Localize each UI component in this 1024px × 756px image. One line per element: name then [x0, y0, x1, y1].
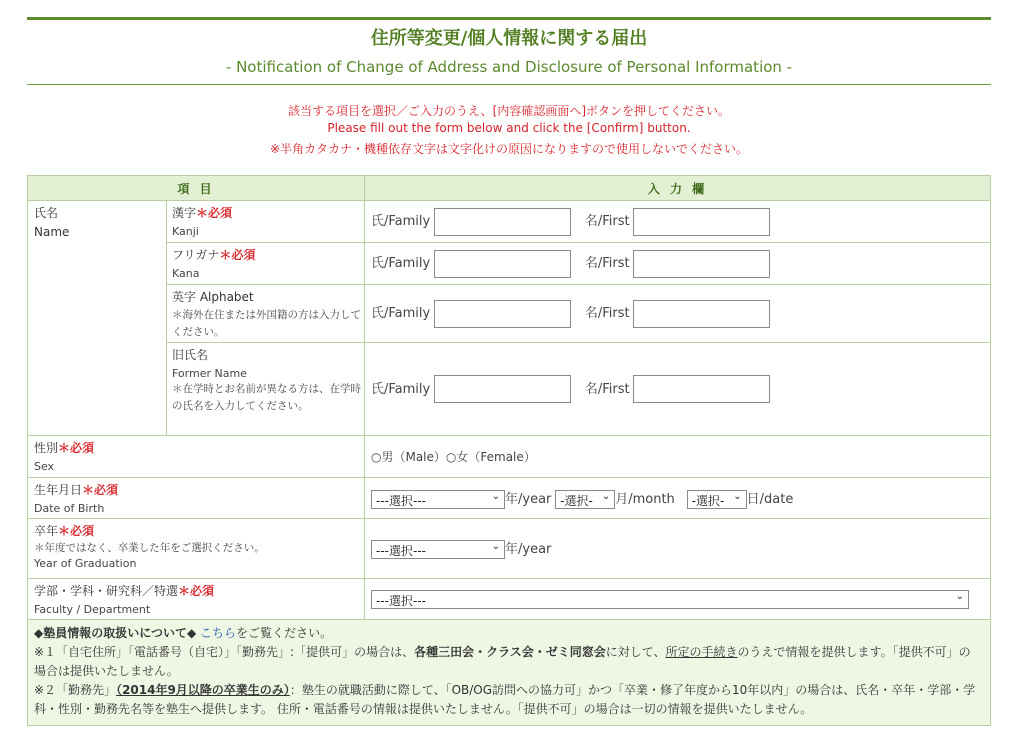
chevron-down-icon: ⌄: [601, 490, 611, 502]
required-mark: ＊必須: [58, 524, 95, 538]
kanji-label-cell: [167, 201, 365, 243]
first-label: 名/First: [584, 381, 630, 397]
page-subtitle: - Notification of Change of Address and Disclosure of Personal Information -: [225, 58, 793, 76]
year-label: 年/year: [505, 491, 552, 507]
charset-warning: ※半角カタカナ・機種依存文字は文字化けの原因になりますので使用しないでください。: [269, 142, 749, 156]
grad-input-cell: [365, 519, 991, 579]
kana-label-en: Kana: [172, 267, 200, 280]
kana-first-input[interactable]: [633, 250, 770, 278]
header-divider: [27, 84, 991, 85]
name-label-en: Name: [34, 225, 70, 239]
required-mark: ＊必須: [196, 206, 233, 220]
privacy-note-1: ※１「自宅住所」「電話番号（自宅）」「勤務先」:「提供可」の場合は、各種三田会・クラス会・ゼミ同窓会に対して、所定の手続きのうえで情報を提供します。「提供不可」の場合は提供いたしません。: [34, 645, 971, 678]
birth-day-value: -選択-: [691, 493, 725, 508]
alphabet-label-cell: [167, 285, 365, 343]
former-first-input[interactable]: [633, 375, 770, 403]
kanji-label: 漢字: [172, 206, 197, 220]
sex-label-cell: [28, 436, 365, 478]
kana-label-cell: [167, 243, 365, 285]
grad-label: 卒年: [34, 524, 59, 538]
chevron-down-icon: ⌄: [733, 490, 742, 502]
top-divider: [27, 17, 991, 20]
day-label: 日/date: [746, 491, 794, 507]
family-label: 氏/Family: [371, 214, 431, 229]
faculty-label: 学部・学科・研究科／特選: [34, 584, 179, 598]
kanji-input-cell: [365, 201, 991, 243]
instruction-en: Please fill out the form below and click the [Confirm] button.: [327, 121, 691, 135]
faculty-label-cell: [28, 579, 365, 620]
kanji-first-input[interactable]: [633, 208, 770, 236]
faculty-label-en: Faculty / Department: [34, 603, 151, 616]
former-family-input[interactable]: [434, 375, 571, 403]
instruction-jp: 該当する項目を選択／ご入力のうえ、[内容確認画面へ]ボタンを押してください。: [287, 104, 731, 118]
family-label: 氏/Family: [371, 256, 431, 271]
grad-year-select[interactable]: [371, 540, 505, 559]
former-name-input-cell: [365, 343, 991, 436]
birth-year-value: ---選択---: [376, 493, 426, 508]
kanji-family-input[interactable]: [434, 208, 571, 236]
column-header-input: 入 力 欄: [365, 176, 991, 201]
family-label: 氏/Family: [371, 381, 431, 397]
sex-label: 性別: [34, 441, 59, 455]
sex-female-radio[interactable]: ○女（Female）: [445, 450, 536, 464]
kana-input-cell: [365, 243, 991, 285]
birth-month-value: -選択-: [560, 493, 593, 508]
dob-label: 生年月日: [34, 483, 83, 497]
kana-family-input[interactable]: [434, 250, 571, 278]
birth-year-select[interactable]: [371, 490, 505, 509]
grad-label-cell: [28, 519, 365, 579]
grad-note: ＊年度ではなく、卒業した年をご選択ください。: [34, 542, 265, 554]
form-table: [27, 175, 991, 726]
alphabet-note: ＊海外在住または外国籍の方は入力してください。: [172, 309, 361, 338]
required-mark: ＊必須: [219, 248, 256, 262]
required-mark: ＊必須: [58, 441, 95, 455]
sex-male-radio[interactable]: ○男（Male）: [371, 450, 446, 464]
dob-label-en: Date of Birth: [34, 502, 105, 515]
faculty-value: ---選択---: [376, 593, 426, 608]
dob-label-cell: [28, 478, 365, 519]
former-name-label: 旧氏名: [172, 348, 209, 362]
first-label: 名/First: [584, 214, 630, 229]
former-name-label-cell: [167, 343, 365, 436]
chevron-down-icon: ⌄: [491, 541, 500, 552]
former-name-label-en: Former Name: [172, 367, 247, 380]
chevron-down-icon: ⌄: [955, 590, 964, 602]
kanji-label-en: Kanji: [172, 225, 199, 238]
month-label: 月/month: [615, 491, 675, 507]
kana-label: フリガナ: [172, 248, 220, 262]
faculty-select[interactable]: [371, 590, 969, 609]
column-header-item: 項 目: [28, 176, 365, 201]
alphabet-first-input[interactable]: [633, 300, 770, 328]
alphabet-family-input[interactable]: [434, 300, 571, 328]
privacy-heading: ◆塾員情報の取扱いについて◆: [34, 626, 197, 640]
chevron-down-icon: ⌄: [491, 490, 500, 502]
privacy-note-2: ※２「勤務先」（2014年9月以降の卒業生のみ）：塾生の就職活動に際して、「OB/OG訪問への協力可」かつ「卒業・修了年度から10年以内」の場合は、氏名・卒年・学部・学科・性別・勤務先名等を塾生へ提供します。 住所・電話番号の情報は提供いたしません。「提供不可」の場合は一切の情報を提供いたしません。: [34, 683, 976, 716]
required-mark: ＊必須: [82, 483, 119, 497]
grad-year-value: ---選択---: [376, 544, 426, 558]
birth-day-select[interactable]: [687, 490, 747, 509]
privacy-info-cell: [28, 620, 991, 726]
dob-input-cell: [365, 478, 991, 519]
privacy-link[interactable]: こちら: [200, 626, 237, 640]
sex-input-cell: [365, 436, 991, 478]
name-label-cell: [28, 201, 167, 436]
birth-month-select[interactable]: [555, 490, 615, 509]
alphabet-label: 英字 Alphabet: [172, 290, 254, 304]
page-title: 住所等変更/個人情報に関する届出: [370, 28, 648, 49]
first-label: 名/First: [584, 306, 630, 321]
former-name-note: ＊在学時とお名前が異なる方は、在学時の氏名を入力してください。: [172, 383, 361, 412]
name-label-jp: 氏名: [34, 206, 59, 220]
required-mark: ＊必須: [178, 584, 215, 598]
privacy-link-suffix: をご覧ください。: [236, 626, 333, 640]
faculty-input-cell: [365, 579, 991, 620]
sex-label-en: Sex: [34, 460, 55, 473]
family-label: 氏/Family: [371, 306, 431, 321]
grad-year-label: 年/year: [505, 542, 552, 557]
grad-label-en: Year of Graduation: [34, 557, 137, 570]
alphabet-input-cell: [365, 285, 991, 343]
first-label: 名/First: [584, 256, 630, 271]
